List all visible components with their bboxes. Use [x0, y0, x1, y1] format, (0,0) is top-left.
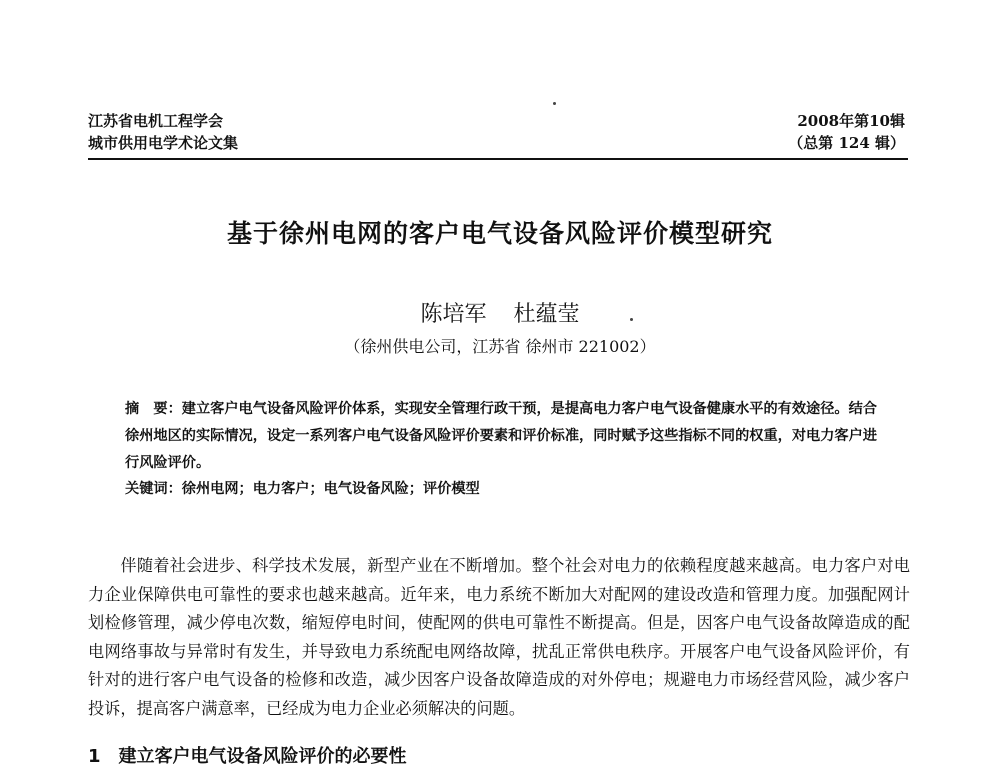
abstract [125, 396, 885, 477]
affiliation: （徐州供电公司，江苏省 徐州市 221002） [344, 337, 656, 356]
author-list [0, 297, 1000, 328]
scan-speck [553, 102, 556, 105]
society-name: 江苏省电机工程学会 [88, 112, 224, 130]
total-issue: （总第 124 辑） [788, 134, 905, 152]
abstract-text: 建立客户电气设备风险评价体系，实现安全管理行政干预，是提高电力客户电气设备健康水平的有效途径。结合徐州地区的实际情况，设定一系列客户电气设备风险评价要素和评价标准，同时赋予这些指标不同的权重，对电力客户进行风险评价。 [125, 401, 877, 471]
body-paragraph: 伴随着社会进步、科学技术发展，新型产业在不断增加。整个社会对电力的依赖程度越来越高。电力客户对电力企业保障供电可靠性的要求也越来越高。近年来，电力系统不断加大对配网的建设改造和管理力度。加强配网计划检修管理，减少停电次数，缩短停电时间，使配网的供电可靠性不断提高。但是，因客户电气设备故障造成的配电网络事故与异常时有发生，并导致电力系统配电网络故障，扰乱正常供电秩序。开展客户电气设备风险评价，有针对的进行客户电气设备的检修和改造，减少因客户设备故障造成的对外停电；规避电力市场经营风险，减少客户投诉，提高客户满意率，已经成为电力企业必须解决的问题。 [88, 556, 910, 718]
issue-number: 2008年第10辑 [797, 112, 905, 130]
header-rule [88, 158, 908, 160]
section-heading: 1 建立客户电气设备风险评价的必要性 [88, 746, 407, 767]
author-name: 杜蕴莹 [513, 302, 580, 327]
author-name: 陈培军 [420, 302, 487, 327]
paper-title: 基于徐州电网的客户电气设备风险评价模型研究 [226, 219, 773, 248]
collection-name: 城市供用电学术论文集 [88, 134, 239, 152]
running-header [88, 110, 905, 154]
keywords [125, 478, 885, 498]
keywords-text: 徐州电网；电力客户；电气设备风险；评价模型 [181, 481, 480, 497]
keywords-label: 关键词： [125, 481, 182, 497]
abstract-label: 摘 要： [125, 401, 182, 417]
